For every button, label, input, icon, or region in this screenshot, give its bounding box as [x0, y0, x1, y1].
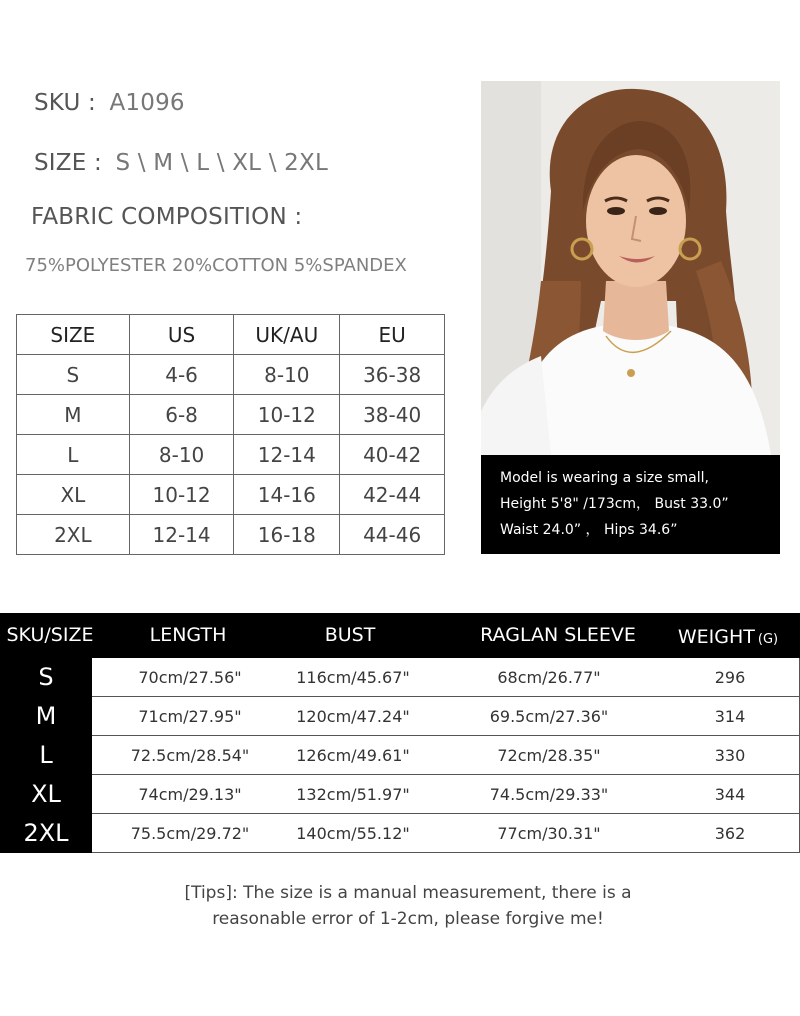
conversion-cell: 12-14 — [234, 435, 340, 475]
table-row — [17, 395, 445, 435]
sku-line — [34, 90, 185, 116]
model-caption — [481, 455, 780, 554]
size-tips — [0, 880, 800, 932]
conversion-cell: S — [17, 355, 130, 395]
conversion-cell: 6-8 — [129, 395, 234, 435]
tips-line: reasonable error of 1-2cm, please forgive me! — [212, 909, 604, 929]
model-photo — [481, 81, 780, 455]
size-conversion-table — [16, 314, 445, 555]
bust-cell: 116cm/45.67" — [296, 668, 410, 687]
conversion-cell: 36-38 — [340, 355, 445, 395]
caption-line: Waist 24.0” ， Hips 34.6” — [500, 522, 678, 538]
conversion-cell: 2XL — [17, 515, 130, 555]
table-row — [17, 355, 445, 395]
sleeve-cell: 68cm/26.77" — [497, 668, 601, 687]
tips-line: [Tips]: The size is a manual measurement, there is a — [184, 883, 632, 903]
conversion-cell: 10-12 — [129, 475, 234, 515]
fabric-heading: FABRIC COMPOSITION : — [31, 204, 303, 230]
bust-cell: 126cm/49.61" — [296, 746, 410, 765]
length-cell: 75.5cm/29.72" — [130, 824, 250, 843]
bust-cell: 120cm/47.24" — [296, 707, 410, 726]
conversion-cell: L — [17, 435, 130, 475]
conversion-cell: M — [17, 395, 130, 435]
sleeve-cell: 72cm/28.35" — [497, 746, 601, 765]
length-cell: 74cm/29.13" — [138, 785, 242, 804]
size-line — [34, 150, 328, 176]
bust-cell: 140cm/55.12" — [296, 824, 410, 843]
caption-line: Model is wearing a size small, — [500, 470, 709, 486]
fabric-value: 75%POLYESTER 20%COTTON 5%SPANDEX — [25, 255, 407, 276]
weight-cell: 344 — [714, 785, 746, 804]
conversion-cell: 42-44 — [340, 475, 445, 515]
weight-cell: 362 — [714, 824, 746, 843]
conversion-header-row — [17, 315, 445, 355]
bust-cell: 132cm/51.97" — [296, 785, 410, 804]
weight-cell: 330 — [714, 746, 746, 765]
measurement-table — [0, 613, 800, 853]
sleeve-cell: 74.5cm/29.33" — [489, 785, 609, 804]
conversion-header-size: SIZE — [17, 315, 130, 355]
model-illustration — [481, 81, 780, 455]
header-bust: BUST — [324, 624, 376, 646]
conversion-cell: 8-10 — [129, 435, 234, 475]
length-cell: 71cm/27.95" — [138, 707, 242, 726]
conversion-header-us: US — [129, 315, 234, 355]
size-label: SIZE : — [34, 150, 102, 176]
size-cell: XL — [0, 775, 92, 814]
header-length: LENGTH — [149, 624, 227, 646]
header-weight — [662, 613, 794, 658]
conversion-cell: 14-16 — [234, 475, 340, 515]
conversion-cell: 44-46 — [340, 515, 445, 555]
header-weight-label: WEIGHT — [677, 626, 755, 648]
conversion-cell: 38-40 — [340, 395, 445, 435]
header-weight-unit: (G) — [757, 632, 779, 647]
sleeve-cell: 69.5cm/27.36" — [489, 707, 609, 726]
conversion-cell: 10-12 — [234, 395, 340, 435]
conversion-header-uk: UK/AU — [234, 315, 340, 355]
weight-cell: 296 — [714, 668, 746, 687]
conversion-cell: 40-42 — [340, 435, 445, 475]
conversion-cell: 16-18 — [234, 515, 340, 555]
table-row — [0, 736, 800, 775]
table-row — [17, 435, 445, 475]
length-cell: 72.5cm/28.54" — [130, 746, 250, 765]
weight-cell: 314 — [714, 707, 746, 726]
conversion-cell: 4-6 — [129, 355, 234, 395]
table-row — [0, 775, 800, 814]
header-sku-size: SKU/SIZE — [6, 624, 94, 646]
caption-line: Height 5'8" /173cm， Bust 33.0” — [500, 496, 729, 512]
length-cell: 70cm/27.56" — [138, 668, 242, 687]
size-cell: S — [0, 658, 92, 697]
sku-value: A1096 — [109, 90, 185, 116]
table-row — [0, 697, 800, 736]
size-cell: 2XL — [0, 814, 92, 853]
table-row — [17, 475, 445, 515]
conversion-header-eu: EU — [340, 315, 445, 355]
conversion-cell: XL — [17, 475, 130, 515]
size-cell: L — [0, 736, 92, 775]
measurement-header-row — [0, 613, 800, 658]
conversion-cell: 12-14 — [129, 515, 234, 555]
size-cell: M — [0, 697, 92, 736]
sku-label: SKU : — [34, 90, 96, 116]
conversion-cell: 8-10 — [234, 355, 340, 395]
sleeve-cell: 77cm/30.31" — [497, 824, 601, 843]
header-raglan-sleeve: RAGLAN SLEEVE — [480, 624, 636, 646]
table-row — [0, 814, 800, 853]
table-row — [17, 515, 445, 555]
table-row — [0, 658, 800, 697]
size-value: S \ M \ L \ XL \ 2XL — [115, 150, 328, 176]
